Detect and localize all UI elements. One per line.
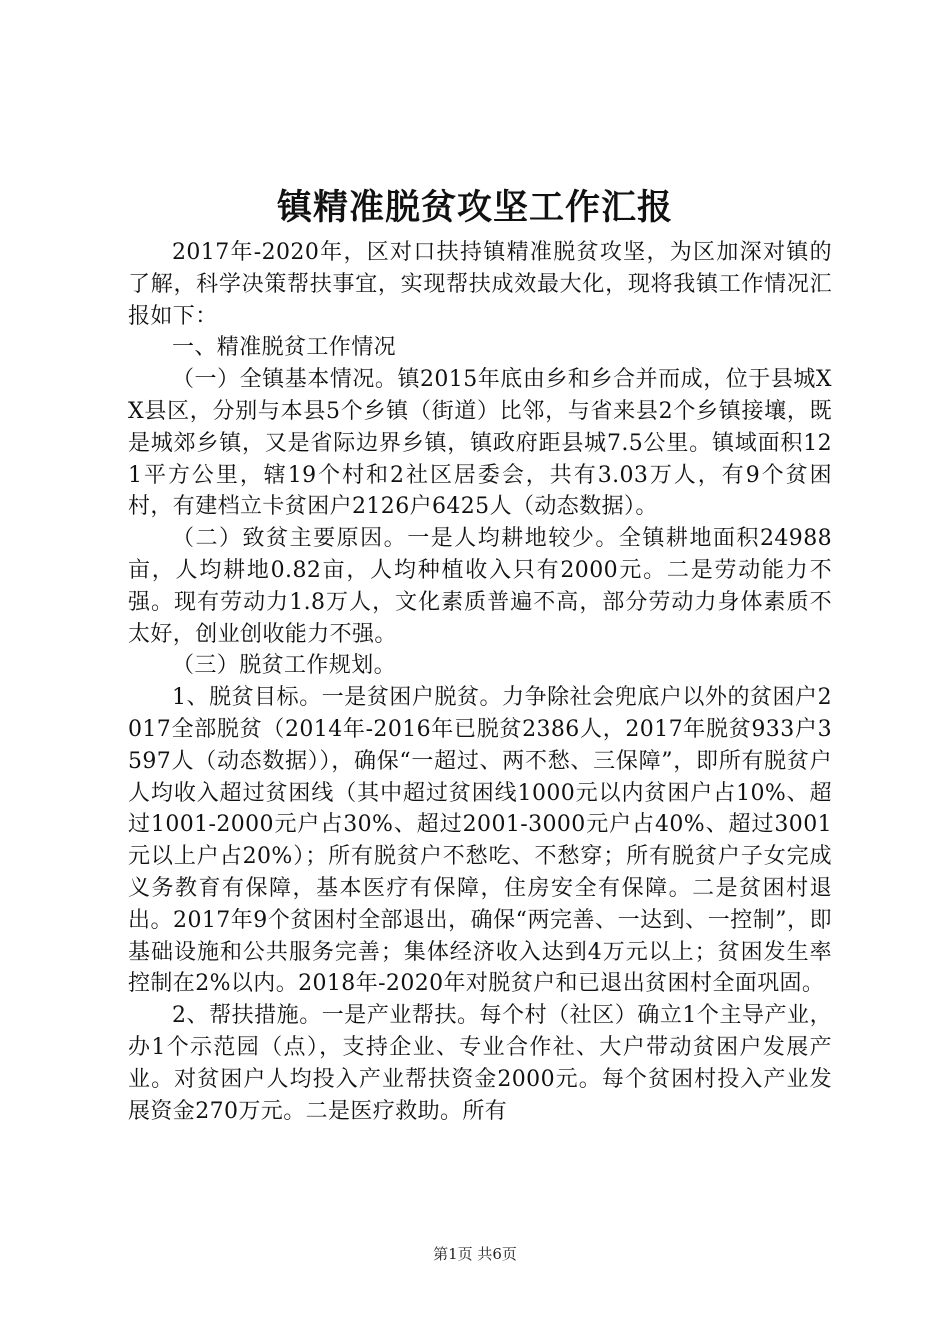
paragraph-poverty-causes: （二）致贫主要原因。一是人均耕地较少。全镇耕地面积24988亩，人均耕地0.82亩，人均种植收入只有2000元。二是劳动能力不强。现有劳动力1.8万人，文化素质普遍不高，部分劳动力身体素质不太好，创业创收能力不强。: [128, 526, 832, 647]
paragraph-goals: 1、脱贫目标。一是贫困户脱贫。力争除社会兜底户以外的贫困户2017全部脱贫（2014年-2016年已脱贫2386人，2017年脱贫933户3597人（动态数据）），确保“一超过、两不愁、三保障”，即所有脱贫户人均收入超过贫困线（其中超过贫困线1000元以内贫困户占10%、超过1001-2000元户占30%、超过2001-3000元户占40%、超过3001元以上户占20%）；所有脱贫户不愁吃、不愁穿；所有脱贫户子女完成义务教育有保障，基本医疗有保障，住房安全有保障。二是贫困村退出。2017年9个贫困村全部退出，确保“两完善、一达到、一控制”，即基础设施和公共服务完善；集体经济收入达到4万元以上；贫困发生率控制在2%以内。2018年-2020年对脱贫户和已退出贫困村全面巩固。: [128, 685, 832, 997]
heading-work-plan: （三）脱贫工作规划。: [172, 653, 397, 679]
heading-section-1: 一、精准脱贫工作情况: [172, 335, 397, 361]
page-footer: 第1页 共6页: [433, 1245, 517, 1263]
document-body: [128, 237, 832, 1127]
paragraph-measures: 2、帮扶措施。一是产业帮扶。每个村（社区）确立1个主导产业，办1个示范园（点），支持企业、专业合作社、大户带动贫困户发展产业。对贫困户人均投入产业帮扶资金2000元。每个贫困村投入产业发展资金270万元。二是医疗救助。所有: [128, 1003, 832, 1124]
paragraph-basic-situation: （一）全镇基本情况。镇2015年底由乡和乡合并而成，位于县城XX县区，分别与本县5个乡镇（街道）比邻，与省来县2个乡镇接壤，既是城郊乡镇，又是省际边界乡镇，镇政府距县城7.5公里。镇域面积121平方公里，辖19个村和2社区居委会，共有3.03万人，有9个贫困村，有建档立卡贫困户2126户6425人（动态数据）。: [128, 367, 832, 520]
paragraph-intro: 2017年-2020年，区对口扶持镇精准脱贫攻坚，为区加深对镇的了解，科学决策帮扶事宜，实现帮扶成效最大化，现将我镇工作情况汇报如下：: [128, 240, 832, 329]
document-title: 镇精准脱贫攻坚工作汇报: [276, 187, 673, 228]
